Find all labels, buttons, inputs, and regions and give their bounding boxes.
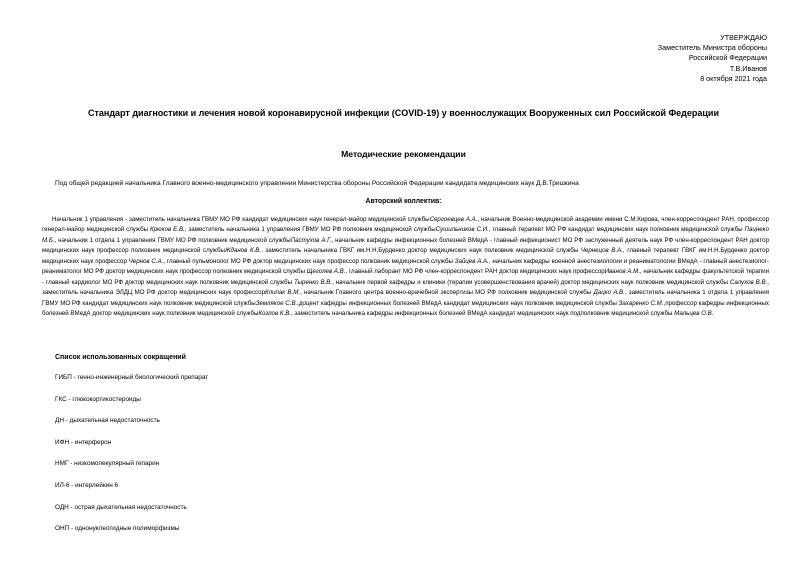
abbreviations-list [55,372,555,545]
approval-stamp: УТВЕРЖДАЮ [720,33,767,42]
document-title: Стандарт диагностики и лечения новой коронавирусной инфекции (COVID-19) у военнослужащих Вооруженных сил Российской Федерации [87,108,719,118]
author-name: Дацко А.В. [593,289,625,297]
author-name: Захаренко С.М. [618,299,664,307]
author-role-text: , начальник Военно-медицинской академии имени С.М.Кирова, член-корреспондент РАН, профессор генерал-майор медицинской службы [42,216,769,234]
author-role-text: , главный пульмонолог МО РФ доктор медицинских наук профессор полковник медицинской службы [163,257,455,265]
abbreviation-item: ДН - дыхательная недостаточность [55,417,160,425]
author-role-text: , начальник Главного центра военно-врачебной экспертизы МО РФ полковник медицинской службы [300,289,594,297]
abbreviations-heading: Список использованных сокращений [55,354,186,361]
author-role-text: , главный терапевт ГВКГ им.Н.Н.Бурденко доктор медицинских наук профессор [42,247,769,265]
authors-heading: Авторский коллектив: [365,198,442,205]
approval-block [547,33,767,84]
author-name: Чернецов В.А. [580,247,623,255]
document-subtitle: Методические рекомендации [341,149,466,159]
abbreviation-item: ОДН - острая дыхательная недостаточность [55,503,187,511]
author-name: Салухов В.В. [729,278,768,286]
author-role-text: ,доцент кафедры инфекционных болезней ВМедА кандидат медицинских наук полковник медицинской службы [297,299,619,307]
abbreviation-item: ИЛ-6 - интерлейкин 6 [55,481,119,489]
approver-position-cont: Российской Федерации [688,53,767,63]
author-name: Чернов С.А. [128,257,164,265]
abbreviation-item: ГКС - глюкокортикостероиды [55,395,141,403]
approver-name: Т.В.Иванов [729,63,767,73]
author-name: Клипак В.М. [265,289,301,297]
author-role-text: , заместитель начальника кафедры инфекционных болезней ВМедА кандидат медицинских наук подполковник медицинской службы [291,310,675,318]
abbreviation-item: ИФН - интерферон [55,438,112,446]
abbreviation-item: НМГ - низкомолекулярный гепарин [55,460,160,468]
abbreviation-item: ГИБП - генно-инженерный биологический препарат [55,374,209,381]
author-role-text: , начальник первой кафедры и клиники (терапии усовершенствования врачей) доктор медицинских наук полковник медицинской службы [332,278,730,286]
author-name: Щеголев А.В. [306,268,346,276]
author-name: Сергоевцев А.А. [429,216,478,223]
approval-date: 8 октября 2021 года [700,73,767,83]
author-role-text: , заместитель начальника ГВКГ им.Н.Н.Бурденко доктор медицинских наук полковник медицинской службы [261,247,581,255]
author-name: Крюков Е.В. [150,226,185,234]
editor-line: Под общей редакцией начальника Главного военно-медицинского управления Министерства обороны Российской Федерации кандидата медицинских наук Д.В.Тришкина [55,180,579,187]
author-role-text: , заместитель начальника 1 отдела 1 управления ГВМУ МО РФ кандидат медицинских наук полковник медицинской службы [42,289,769,307]
author-name: Тыренко В.В. [293,278,333,286]
author-name: Иванов А.М. [604,268,640,276]
author-role-text: , главный терапевт МО РФ кандидат медицинских наук полковник медицинской службы [488,226,745,234]
author-name: Пацнеко М.Б. [42,226,770,244]
author-name: Пастухов А.Г. [290,236,332,244]
author-name: Зайцев А.А. [454,257,489,265]
author-role-text: ,профессор кафедры инфекционных болезней ВМедА доктор медицинских наук полковник медицинской службы [42,299,769,318]
author-role-text: , главный лаборант МО РФ член-корреспондент РАН доктор медицинских наук профессор [345,268,605,276]
author-name: Мальцев О.В. [674,310,714,318]
author-role-text: , заместитель начальника ЭЛДЦ МО РФ доктор медицинских наук профессор [42,278,769,297]
authors-paragraph [42,215,769,320]
author-name: Козлов К.В. [258,310,291,318]
author-role-text: , заместитель начальника 1 управления ГВМУ МО РФ полковник медицинской службы [184,226,436,234]
abbreviation-item: ОНП - однонуклеотидные полиморфизмы [55,525,180,533]
author-role-text: , начальник кафедры инфекционных болезней ВМедА - главный инфекционист МО РФ заслуженный деятель наук РФ член-корреспондент РАН доктор медицинских наук профессор полковник медицинской службы [42,236,769,255]
author-role-text: , начальник кафедры факультетской терапии - главный кардиолог МО РФ доктор медицинских наук полковник медицинской службы [42,268,769,286]
author-role-text: , начальник кафедры военной анестезиологии и реаниматологии ВМедА - главный анестезиолог-реаниматолог МО РФ доктор медицинских наук профессор полковник медицинской службы [42,257,770,276]
author-role-text: , начальник 1 отдела 1 управления ГВМУ МО РФ полковник медицинской службы [54,236,291,244]
approver-position: Заместитель Министра обороны [657,43,767,53]
author-name: Жданов К.В. [224,247,262,255]
author-name: Сушильников С.И. [435,226,489,234]
author-role-text: Начальник 1 управления - заместитель начальника ГВМУ МО РФ кандидат медицинских наук генерал-майор медицинской службы [52,216,430,223]
author-name: Землякое С.В. [255,299,298,307]
